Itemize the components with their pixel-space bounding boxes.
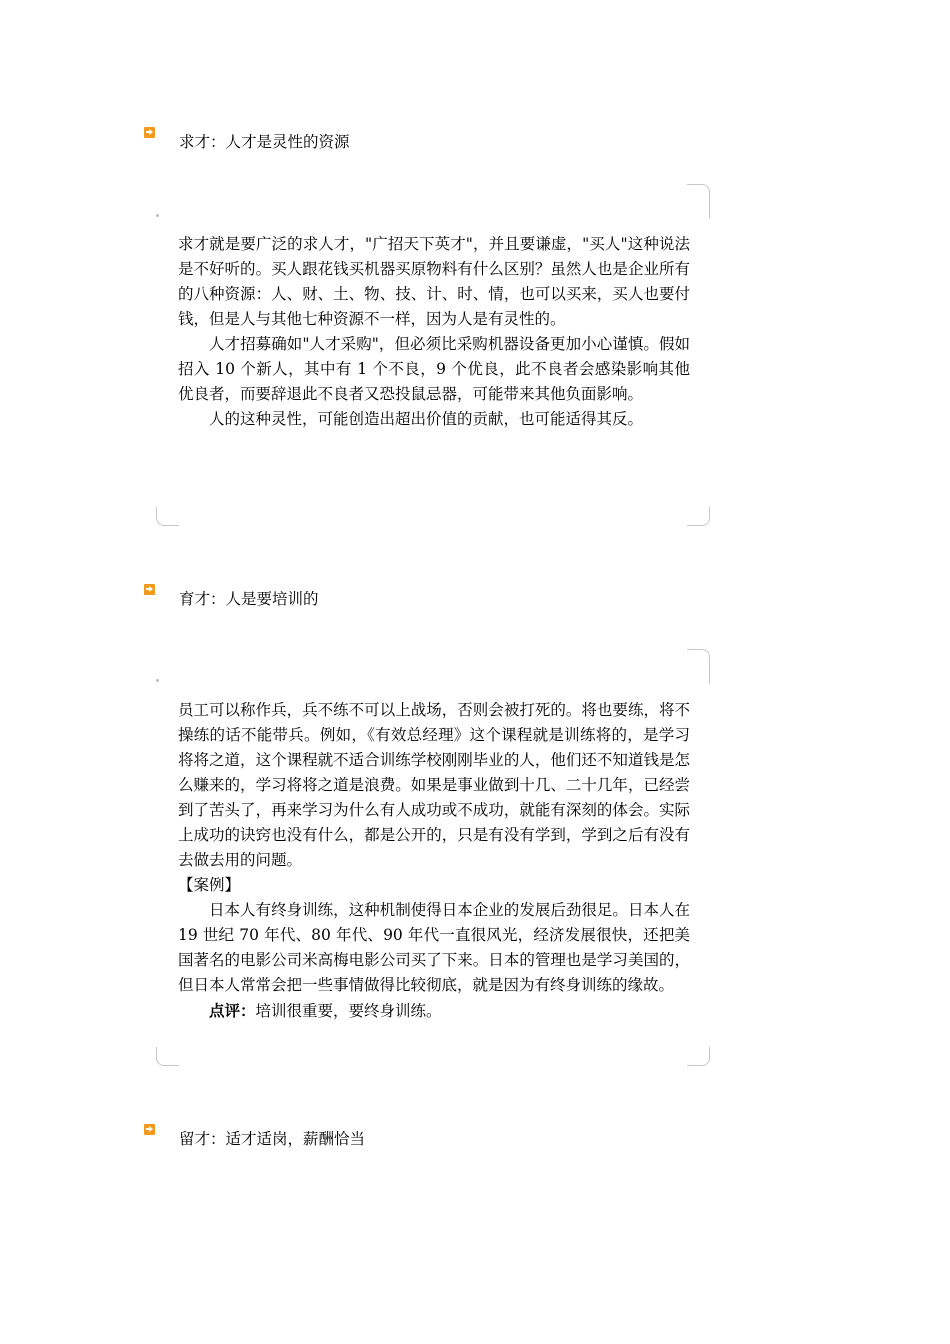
comment-label: 点评： [209, 1001, 256, 1020]
frame-corner-bottom-left [156, 507, 179, 526]
comment-text: 培训很重要，要终身训练。 [255, 1002, 442, 1020]
frame-corner-bottom-right [687, 1047, 710, 1066]
section-heading-text: 育才：人是要培训的 [179, 590, 319, 608]
frame-corner-top-right [687, 184, 710, 219]
text-frame-1 [156, 184, 710, 526]
paragraph: 人的这种灵性，可能创造出超出价值的贡献，也可能适得其反。 [209, 410, 644, 428]
section-heading-text: 留才：适才适岗，薪酬恰当 [179, 1130, 366, 1148]
frame-dot-marker [156, 214, 159, 217]
orange-arrow-bullet-icon [144, 127, 155, 138]
comment-line [178, 998, 690, 1024]
section-body-2 [178, 698, 690, 1024]
frame-corner-bottom-left [156, 1047, 179, 1066]
case-label: 【案例】 [178, 876, 241, 894]
paragraph: 日本人有终身训练，这种机制使得日本企业的发展后劲很足。日本人在 19 世纪 70 年代、80 年代、90 年代一直很风光，经济发展很快，还把美国著名的电影公司米高梅电影公司买了下来。日本的管理也是学习美国的，但日本人常常会把一些事情做得比较彻底，就是因为有终身训练的缘故。 [178, 901, 690, 994]
section-body-1 [178, 232, 690, 432]
text-frame-2 [156, 649, 710, 1066]
paragraph: 求才就是要广泛的求人才，"广招天下英才"，并且要谦虚，"买人"这种说法是不好听的。买人跟花钱买机器买原物料有什么区别？虽然人也是企业所有的八种资源：人、财、土、物、技、计、时、情，也可以买来，买人也要付钱，但是人与其他七种资源不一样，因为人是有灵性的。 [178, 235, 690, 328]
frame-corner-bottom-right [687, 507, 710, 526]
frame-dot-marker [156, 679, 159, 682]
paragraph: 员工可以称作兵，兵不练不可以上战场，否则会被打死的。将也要练，将不操练的话不能带兵。例如，《有效总经理》这个课程就是训练将的，是学习将将之道，这个课程就不适合训练学校刚刚毕业的人，他们还不知道钱是怎么赚来的，学习将将之道是浪费。如果是事业做到十几、二十几年，已经尝到了苦头了，再来学习为什么有人成功或不成功，就能有深刻的体会。实际上成功的诀窍也没有什么，都是公开的，只是有没有学到，学到之后有没有去做去用的问题。 [178, 701, 690, 869]
paragraph: 人才招募确如"人才采购"，但必须比采购机器设备更加小心谨慎。假如招入 10 个新人，其中有 1 个不良，9 个优良，此不良者会感染影响其他优良者，而要辞退此不良者又恐投鼠忌器，可能带来其他负面影响。 [178, 335, 690, 403]
orange-arrow-bullet-icon [144, 584, 155, 595]
frame-corner-top-right [687, 649, 710, 684]
orange-arrow-bullet-icon [144, 1124, 155, 1135]
section-heading-text: 求才：人才是灵性的资源 [179, 133, 350, 151]
